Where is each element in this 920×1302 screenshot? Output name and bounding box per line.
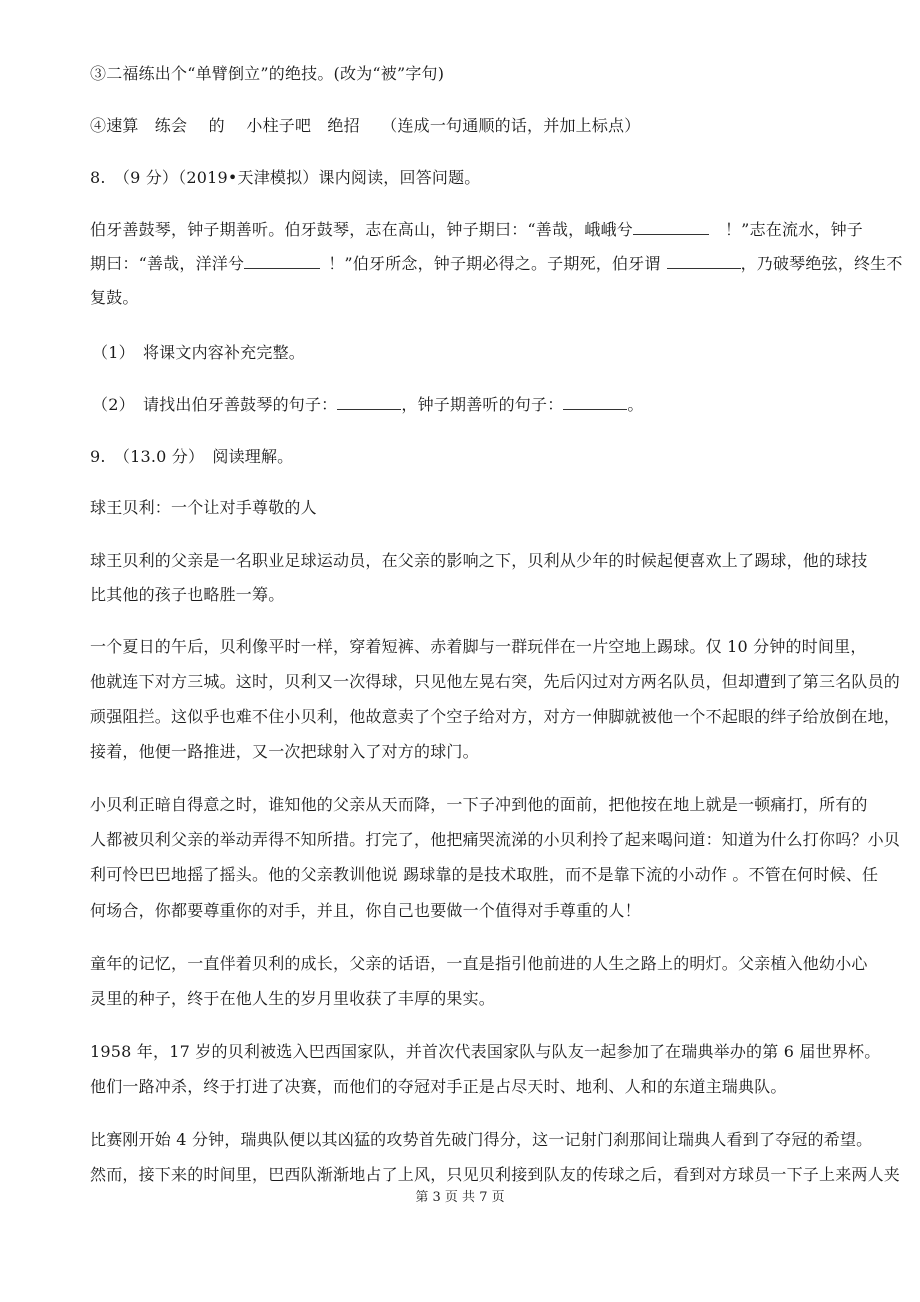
- question-7-item-4: ④速算 练会 的 小柱子吧 绝招 （连成一句通顺的话，并加上标点）: [90, 116, 641, 135]
- q8-subquestion-2: [92, 395, 872, 415]
- subquestion-text: （2） 请找出伯牙善鼓琴的句子：: [92, 395, 338, 414]
- passage-text: 伯牙善鼓琴，钟子期善听。伯牙鼓琴，志在高山，钟子期曰：“善哉，峨峨兮: [90, 220, 633, 239]
- answer-blank[interactable]: [563, 395, 627, 410]
- article-line: 他就连下对方三城。这时，贝利又一次得球，只见他左晃右突，先后闪过对方两名队员，但却遭到了第三名队员的: [90, 672, 901, 691]
- article-line: 何场合，你都要尊重你的对手，并且，你自己也要做一个值得对手尊重的人！: [90, 901, 641, 920]
- subquestion-text: ，钟子期善听的句子：: [401, 395, 564, 414]
- question-8-header: 8. （9 分）（2019•天津模拟）课内阅读，回答问题。: [90, 168, 481, 187]
- fill-blank[interactable]: [633, 220, 709, 235]
- article-line: 人都被贝利父亲的举动弄得不知所措。打完了，他把痛哭流涕的小贝利拎了起来喝问道：知道为什么打你吗？小贝: [90, 830, 901, 849]
- fill-blank[interactable]: [667, 254, 741, 269]
- article-line: 比赛刚开始 4 分钟，瑞典队便以其凶猛的攻势首先破门得分，这一记射门刹那间让瑞典人看到了夺冠的希望。: [90, 1130, 873, 1149]
- subquestion-text: 。: [627, 395, 644, 414]
- answer-blank[interactable]: [337, 395, 401, 410]
- article-line: 接着，他便一路推进，又一次把球射入了对方的球门。: [90, 742, 479, 761]
- article-line: 然而，接下来的时间里，巴西队渐渐地占了上风，只见贝利接到队友的传球之后，看到对方球员一下子上来两人夹: [90, 1165, 901, 1184]
- question-7-item-3: ③二福练出个“单臂倒立”的绝技。(改为“被”字句): [90, 64, 445, 83]
- article-line: 利可怜巴巴地摇了摇头。他的父亲教训他说 踢球靠的是技术取胜，而不是靠下流的小动作 。不管在何时候、任: [90, 865, 879, 884]
- q8-passage-line-1: [90, 220, 870, 240]
- article-line: 灵里的种子，终于在他人生的岁月里收获了丰厚的果实。: [90, 989, 496, 1008]
- article-line: 球王贝利的父亲是一名职业足球运动员，在父亲的影响之下，贝利从少年的时候起便喜欢上了踢球，他的球技: [90, 551, 868, 570]
- article-line: 一个夏日的午后，贝利像平时一样，穿着短裤、赤着脚与一群玩伴在一片空地上踢球。仅 10 分钟的时间里，: [90, 637, 867, 656]
- passage-text: ！”志在流水，钟子: [724, 220, 863, 239]
- q8-passage-line-3: 复鼓。: [90, 288, 139, 307]
- question-9-header: 9. （13.0 分） 阅读理解。: [90, 447, 294, 466]
- article-line: 1958 年，17 岁的贝利被选入巴西国家队，并首次代表国家队与队友一起参加了在瑞典举办的第 6 届世界杯。: [90, 1042, 881, 1061]
- fill-blank[interactable]: [244, 254, 320, 269]
- passage-text: 期曰：“善哉，洋洋兮: [90, 254, 245, 273]
- passage-text: ！”伯牙所念，钟子期必得之。子期死，伯牙谓: [328, 254, 661, 273]
- q8-subquestion-1: （1） 将课文内容补充完整。: [92, 343, 305, 362]
- article-line: 顽强阻拦。这似乎也难不住小贝利，他故意卖了个空子给对方，对方一伸脚就被他一个不起眼的绊子给放倒在地，: [90, 707, 901, 726]
- article-line: 比其他的孩子也略胜一筹。: [90, 585, 285, 604]
- page-footer: 第 3 页 共 7 页: [415, 1190, 505, 1205]
- article-line: 童年的记忆，一直伴着贝利的成长，父亲的话语，一直是指引他前进的人生之路上的明灯。父亲植入他幼小心: [90, 954, 868, 973]
- q8-passage-line-2: [90, 254, 903, 274]
- passage-text: ，乃破琴绝弦，终生不: [740, 254, 903, 273]
- article-line: 他们一路冲杀，终于打进了决赛，而他们的夺冠对手正是占尽天时、地利、人和的东道主瑞典队。: [90, 1077, 787, 1096]
- article-title: 球王贝利：一个让对手尊敬的人: [90, 498, 317, 517]
- article-line: 小贝利正暗自得意之时，谁知他的父亲从天而降，一下子冲到他的面前，把他按在地上就是一顿痛打，所有的: [90, 795, 868, 814]
